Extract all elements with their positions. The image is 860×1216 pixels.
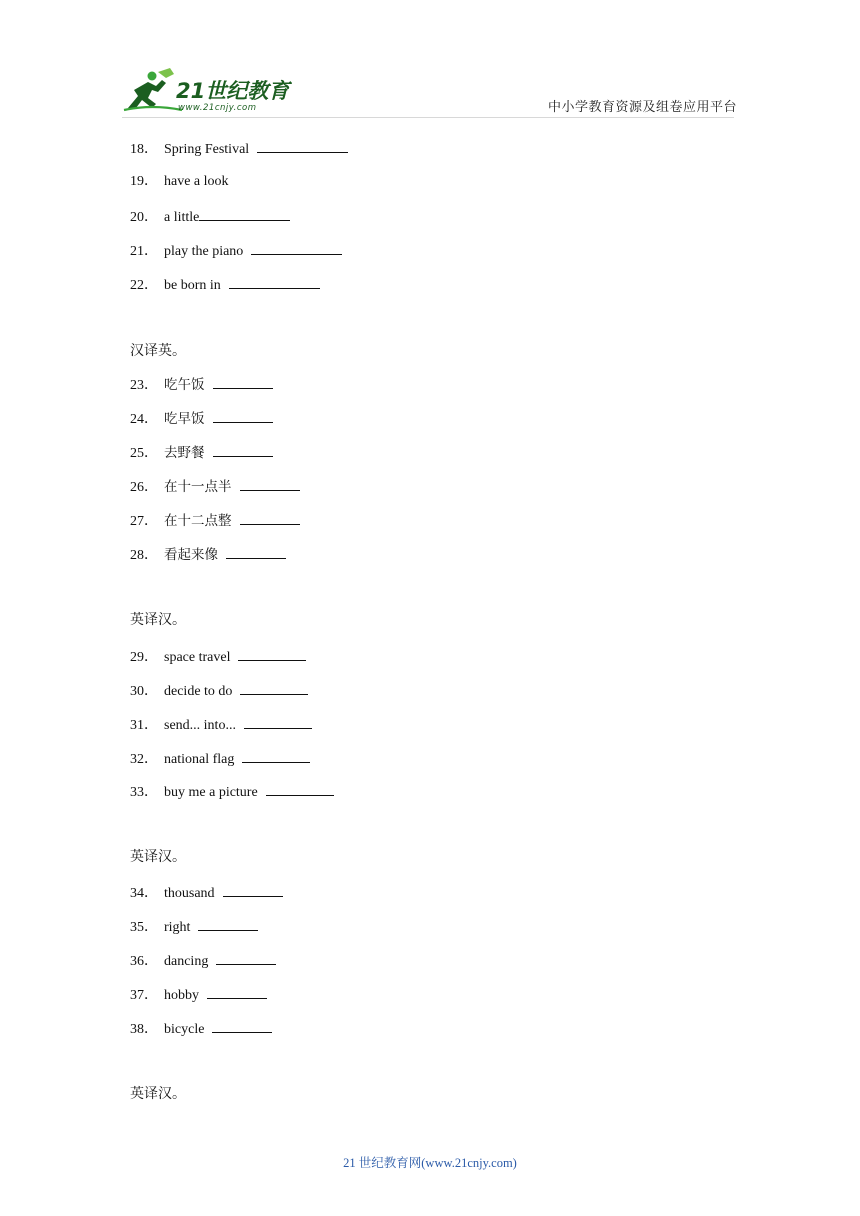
- list-item: 36． dancing: [130, 950, 276, 972]
- list-item: 24． 吃早饭: [130, 408, 273, 430]
- svg-text:www.21cnjy.com: www.21cnjy.com: [178, 103, 257, 113]
- answer-blank[interactable]: [242, 748, 310, 763]
- answer-blank[interactable]: [213, 408, 273, 423]
- list-item: 32． national flag: [130, 748, 310, 770]
- section-title: 英译汉。: [130, 849, 186, 865]
- list-item: 31． send... into...: [130, 714, 312, 736]
- answer-blank[interactable]: [207, 984, 267, 999]
- list-item: 33． buy me a picture: [130, 781, 334, 803]
- answer-blank[interactable]: [244, 714, 312, 729]
- section-title: 汉译英。: [130, 343, 186, 359]
- list-item: 35． right: [130, 916, 258, 938]
- list-item: 19． have a look: [130, 174, 229, 189]
- answer-blank[interactable]: [238, 646, 306, 661]
- page-header: [0, 0, 860, 125]
- answer-blank[interactable]: [213, 442, 273, 457]
- list-item: 22． be born in: [130, 274, 320, 296]
- answer-blank[interactable]: [199, 206, 290, 221]
- answer-blank[interactable]: [212, 1018, 272, 1033]
- answer-blank[interactable]: [226, 544, 286, 559]
- answer-blank[interactable]: [229, 274, 320, 289]
- svg-text:21世纪教育: 21世纪教育: [176, 79, 290, 103]
- answer-blank[interactable]: [257, 138, 348, 153]
- answer-blank[interactable]: [213, 374, 273, 389]
- page-footer: 21 世纪教育网(www.21cnjy.com): [343, 1156, 517, 1170]
- list-item: 18． Spring Festival: [130, 138, 348, 160]
- list-item: 38． bicycle: [130, 1018, 272, 1040]
- answer-blank[interactable]: [198, 916, 258, 931]
- header-divider: [122, 117, 734, 118]
- list-item: 26． 在十一点半: [130, 476, 300, 498]
- answer-blank[interactable]: [251, 240, 342, 255]
- section-title: 英译汉。: [130, 1086, 186, 1102]
- answer-blank[interactable]: [240, 680, 308, 695]
- list-item: 20． a little: [130, 206, 290, 228]
- answer-blank[interactable]: [266, 781, 334, 796]
- answer-blank[interactable]: [240, 476, 300, 491]
- answer-blank[interactable]: [223, 882, 283, 897]
- list-item: 27． 在十二点整: [130, 510, 300, 532]
- list-item: 28． 看起来像: [130, 544, 286, 566]
- list-item: 30． decide to do: [130, 680, 308, 702]
- list-item: 29． space travel: [130, 646, 306, 668]
- header-tagline: 中小学教育资源及组卷应用平台: [548, 100, 738, 115]
- section-title: 英译汉。: [130, 612, 186, 628]
- list-item: 21． play the piano: [130, 240, 342, 262]
- list-item: 25． 去野餐: [130, 442, 273, 464]
- answer-blank[interactable]: [240, 510, 300, 525]
- list-item: 34． thousand: [130, 882, 283, 904]
- list-item: 23． 吃午饭: [130, 374, 273, 396]
- runner-icon: [124, 68, 182, 110]
- answer-blank[interactable]: [216, 950, 276, 965]
- list-item: 37． hobby: [130, 984, 267, 1006]
- site-logo: [122, 68, 292, 116]
